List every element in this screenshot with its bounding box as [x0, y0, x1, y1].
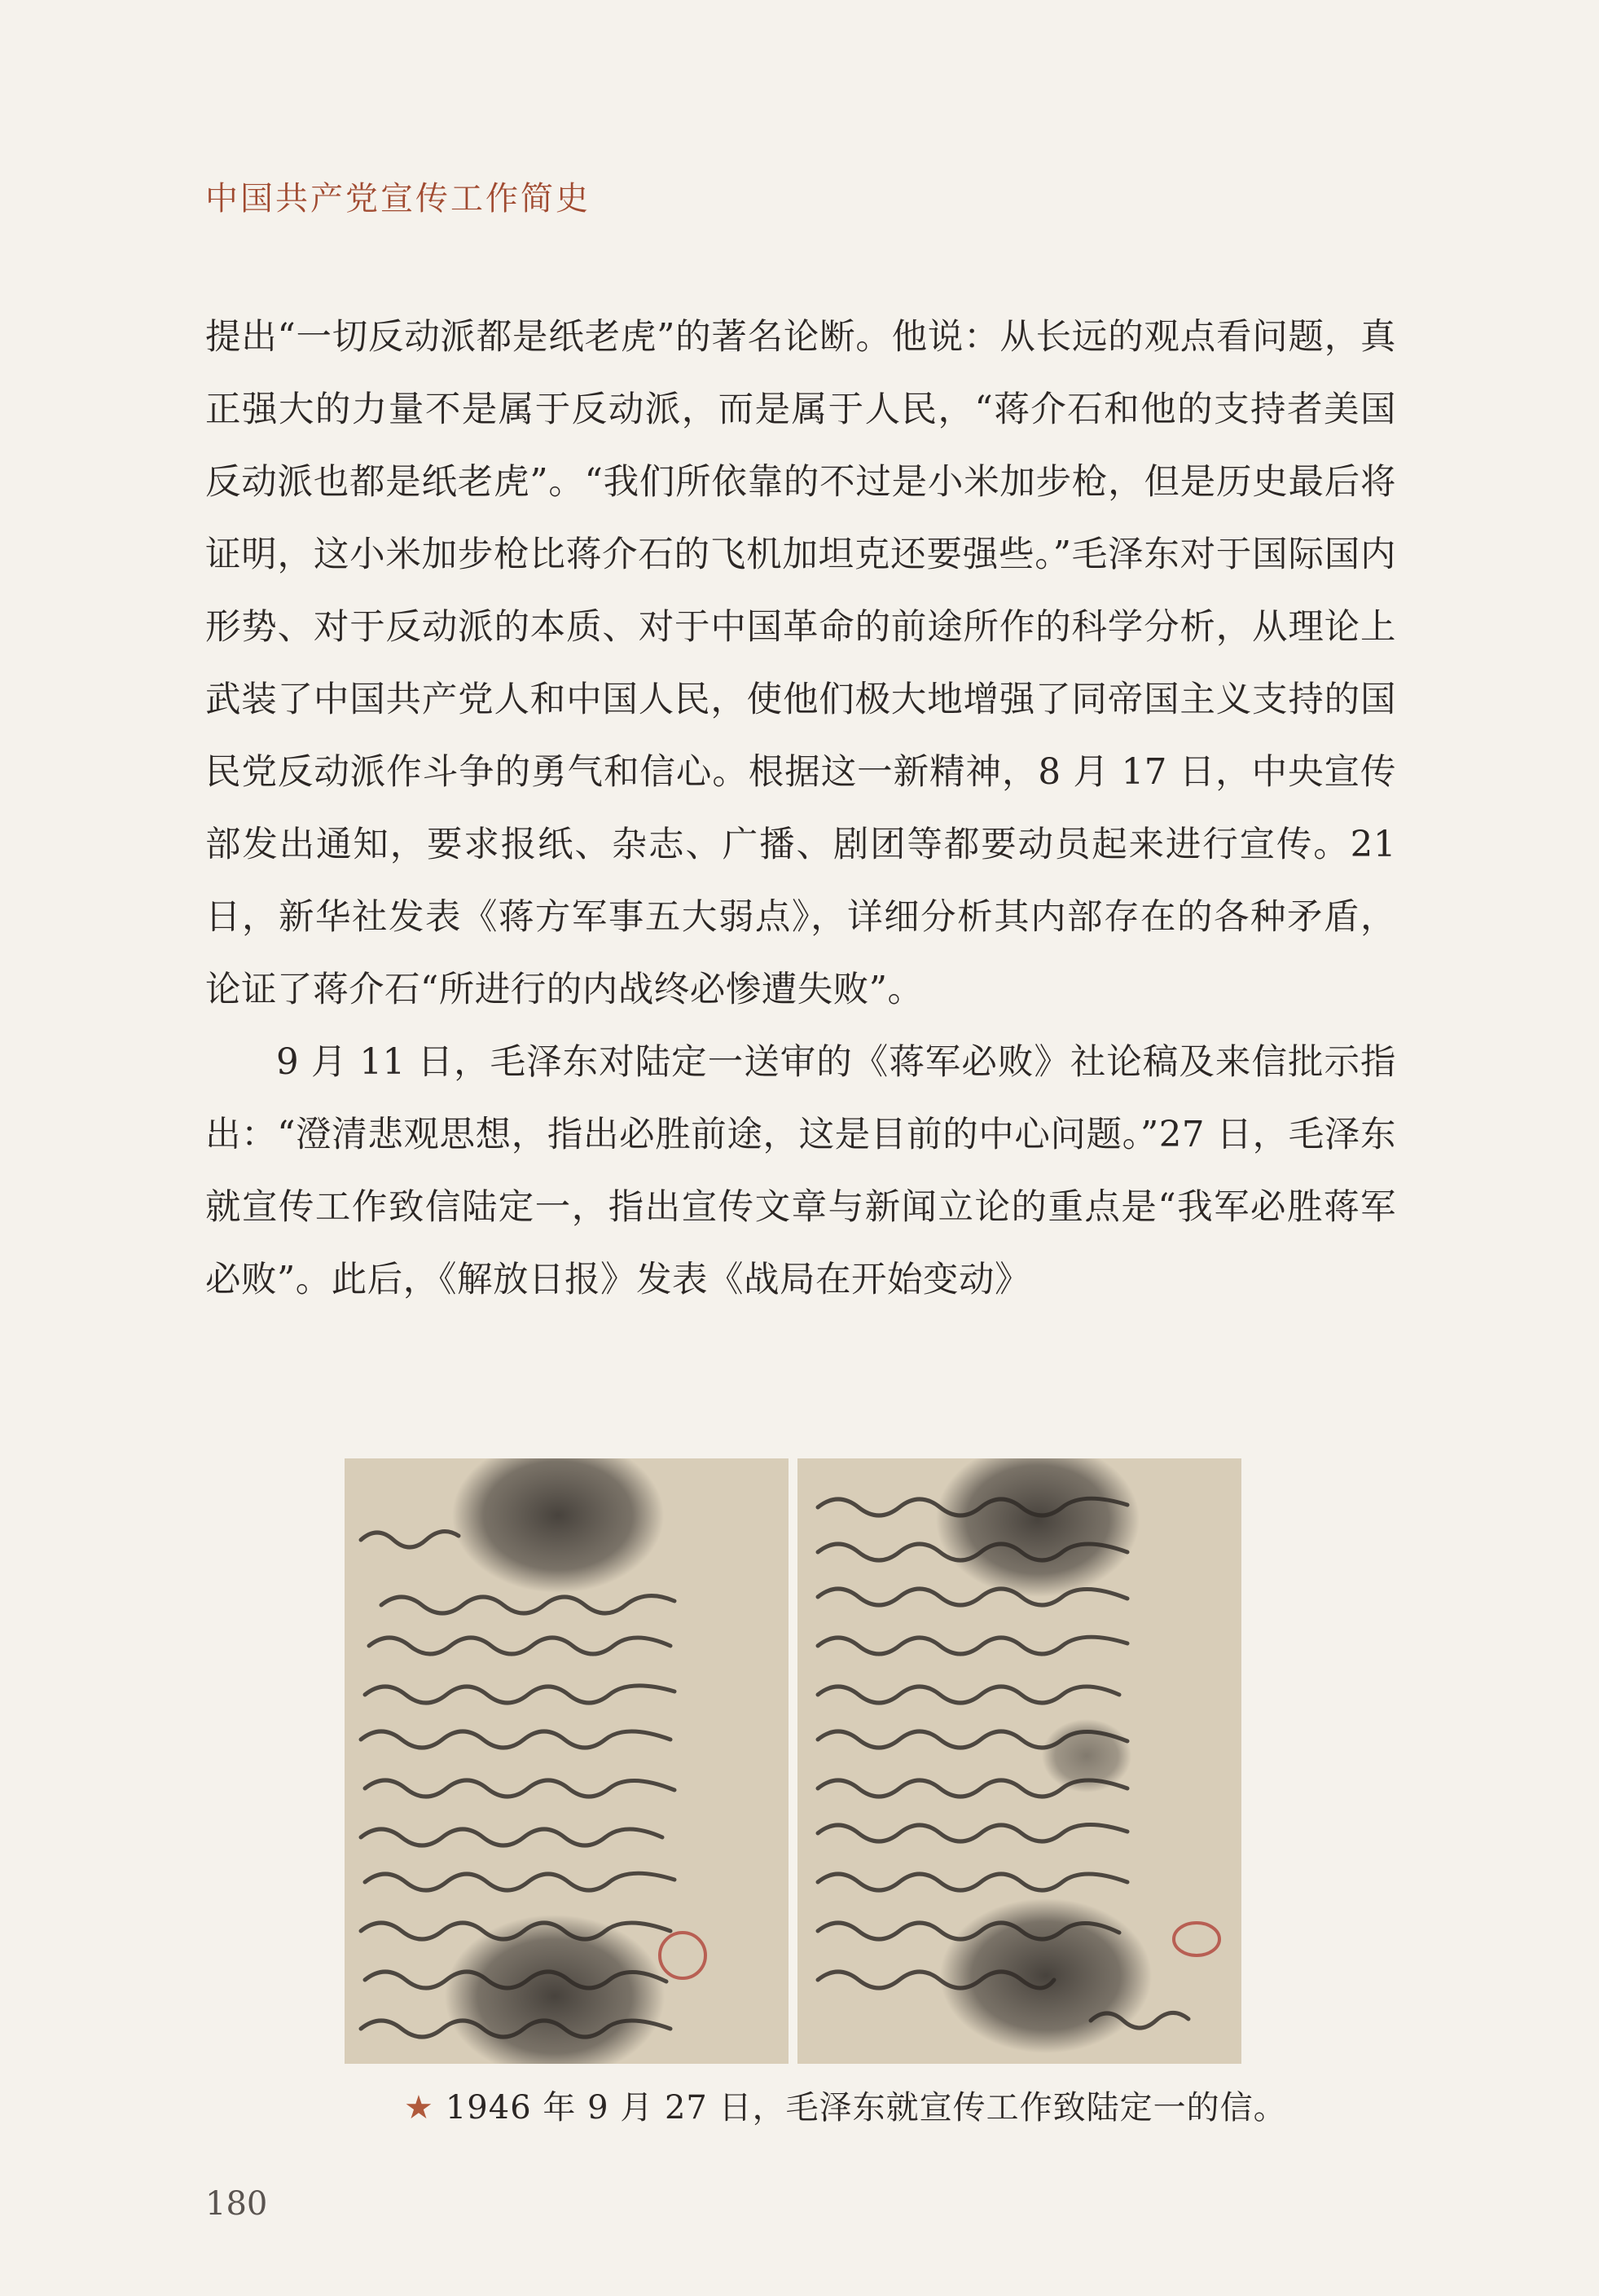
paragraph-2: 9 月 11 日，毛泽东对陆定一送审的《蒋军必败》社论稿及来信批示指出：“澄清悲观思想，指出必胜前途，这是目前的中心问题。”27 日，毛泽东就宣传工作致信陆定一，指出宣传文章与新闻立论的重点是“我军必胜蒋军必败”。此后，《解放日报》发表《战局在开始变动》: [205, 1042, 1396, 1300]
page-number: 180: [205, 2185, 268, 2223]
letter-photo: [345, 1458, 1241, 2064]
star-icon: ★: [404, 2089, 434, 2127]
body-text: [205, 301, 1396, 1317]
paragraph-1: 提出“一切反动派都是纸老虎”的著名论断。他说：从长远的观点看问题，真正强大的力量不是属于反动派，而是属于人民，“蒋介石和他的支持者美国反动派也都是纸老虎”。“我们所依靠的不过是小米加步枪，但是历史最后将证明，这小米加步枪比蒋介石的飞机加坦克还要强些。”毛泽东对于国际国内形势、对于反动派的本质、对于中国革命的前途所作的科学分析，从理论上武装了中国共产党人和中国人民，使他们极大地增强了同帝国主义支持的国民党反动派作斗争的勇气和信心。根据这一新精神，8 月 17 日，中央宣传部发出通知，要求报纸、杂志、广播、剧团等都要动员起来进行宣传。21 日，新华社发表《蒋方军事五大弱点》，详细分析其内部存在的各种矛盾，论证了蒋介石“所进行的内战终必惨遭失败”。: [205, 317, 1396, 1010]
letter-page-left: [345, 1458, 789, 2064]
figure-caption: [404, 2082, 1287, 2128]
running-head: 中国共产党宣传工作简史: [205, 180, 591, 218]
caption-text: 1946 年 9 月 27 日，毛泽东就宣传工作致陆定一的信。: [445, 2089, 1287, 2127]
letter-page-right: [797, 1458, 1241, 2064]
